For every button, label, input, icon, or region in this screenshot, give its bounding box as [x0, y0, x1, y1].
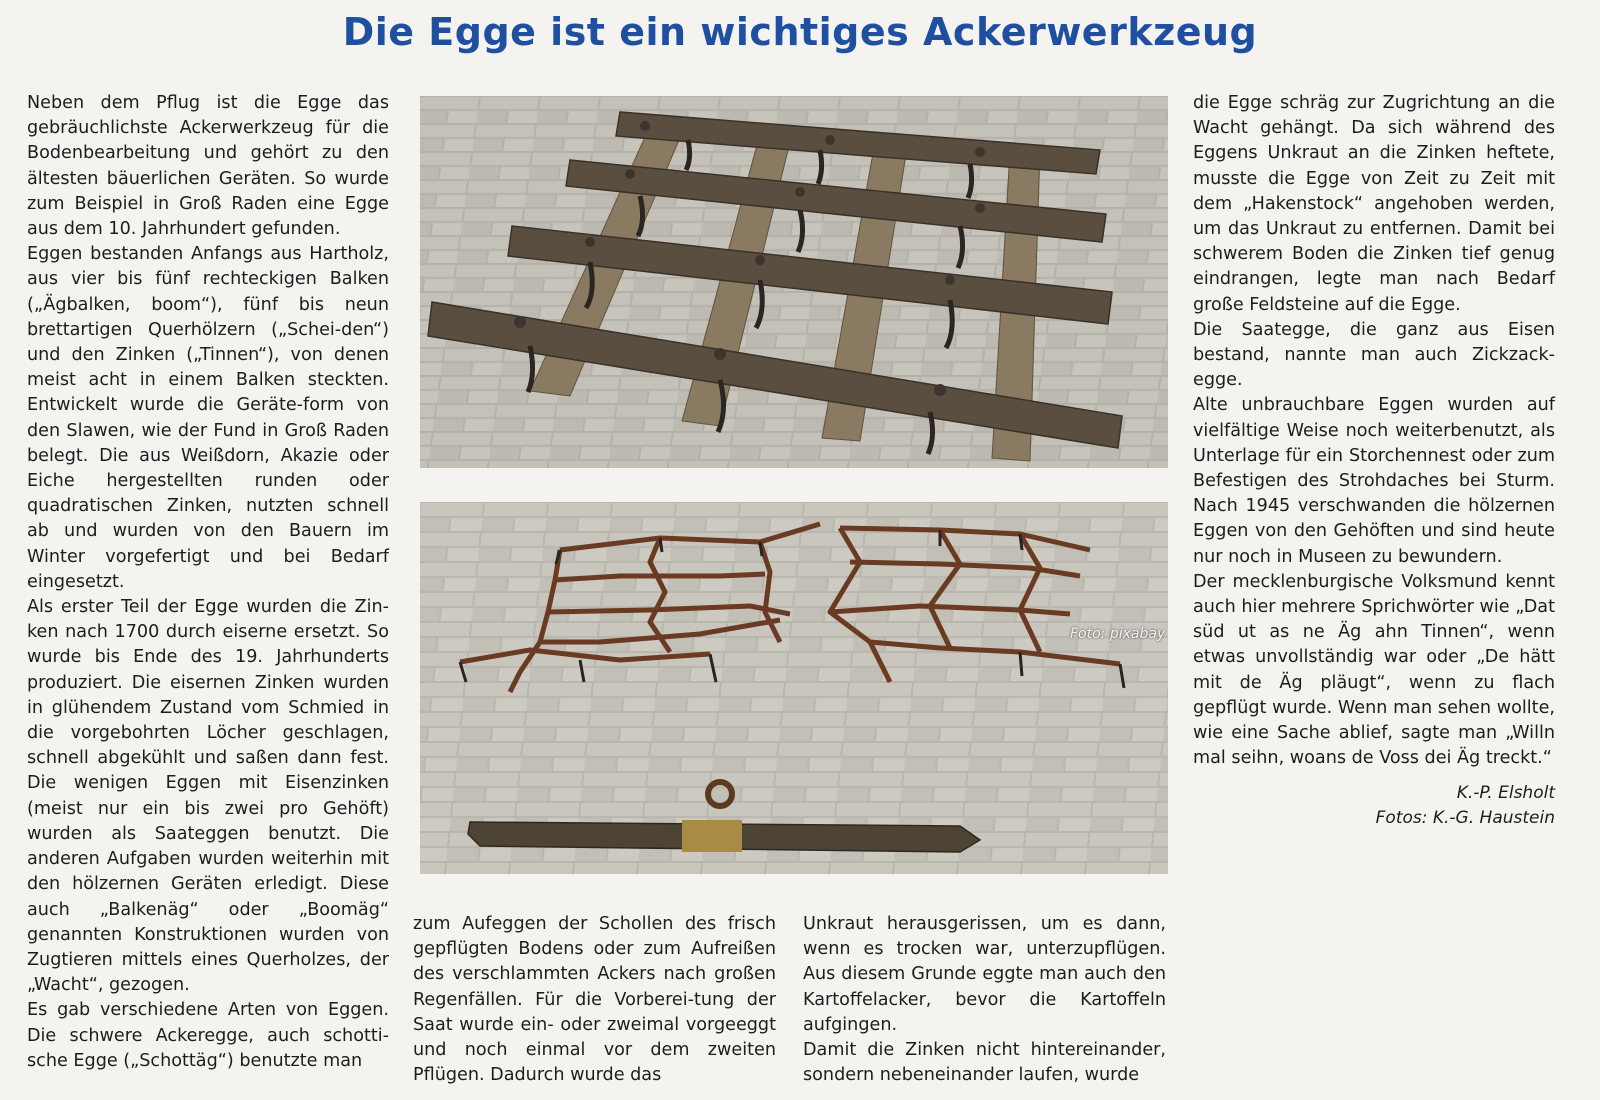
paragraph: Alte unbrauchbare Eggen wurden auf vielfältige Weise noch weiterbenutzt, als Unterlage für ein Storchennest oder zum Befestigen des Strohdaches bei Sturm. Nach 1945 verschwanden die hölzernen Eggen von den Gehöften und sind heute nur noch in Museen zu bewundern. [1193, 395, 1555, 567]
iron-harrows-illustration [420, 502, 1168, 874]
text-column-4 [1193, 91, 1555, 831]
paragraph: Unkraut herausgerissen, um es dann, wenn es trocken war, unterzupflügen. Aus diesem Grunde eggte man auch den Kartoffelacker, bevor die Kartoffeln aufgingen. [803, 914, 1166, 1035]
text-column-1 [27, 91, 389, 1074]
paragraph: Neben dem Pflug ist die Egge das gebräuchlichste Ackerwerkzeug für die Bodenbearbeitung und gehört zu den ältesten bäuerlichen Geräten. So wurde zum Beispiel in Groß Raden eine Egge aus dem 10. Jahrhundert gefunden. [27, 93, 389, 240]
paragraph: zum Aufeggen der Schollen des frisch gepflügten Bodens oder zum Aufreißen des verschlammten Ackers nach großen Regenfällen. Für die Vorberei-tung der Saat wurde ein- oder zweimal vorgeeggt und noch einmal vor dem zweiten Pflügen. Dadurch wurde das [413, 914, 776, 1086]
paragraph: Als erster Teil der Egge wurden die Zin-ken nach 1700 durch eiserne ersetzt. So wurde bis Ende des 19. Jahrhunderts produziert. Die eisernen Zinken wurden in glühendem Zustand vom Schmied in die vorgebohrten Löcher geschlagen, schnell abgekühlt und saßen dann fest. Die wenigen Eggen mit Eisenzinken (meist nur ein bis zwei pro Gehöft) wurden als Saateggen benutzt. Die anderen Aufgaben wurden weiterhin mit den hölzernen Geräten erledigt. Diese auch „Balkenäg“ oder „Boomäg“ genannten Konstruktionen wurden von Zugtieren mittels eines Querholzes, der „Wacht“, gezogen. [27, 597, 389, 996]
photo-credit: Fotos: K.-G. Haustein [1375, 808, 1555, 829]
author-signature: K.-P. Elsholt [1456, 783, 1555, 804]
wooden-harrow-illustration [420, 96, 1168, 468]
paragraph: Die Saategge, die ganz aus Eisen bestand, nannte man auch Zickzack-egge. [1193, 319, 1555, 391]
article-title: Die Egge ist ein wichtiges Ackerwerkzeug [342, 10, 1258, 54]
wooden-harrow-photo [420, 96, 1168, 468]
iron-harrows-photo [420, 502, 1168, 874]
paragraph: Es gab verschiedene Arten von Eggen. Die schwere Ackeregge, auch schotti-sche Egge („Schottäg“) benutzte man [27, 1000, 389, 1071]
text-column-3 [803, 912, 1166, 1088]
paragraph: Der mecklenburgische Volksmund kennt auch hier mehrere Sprichwörter wie „Dat süd ut as ne Äg ahn Tinnen“, wenn etwas unvollständig war oder „De hätt mit de Äg pläugt“, wenn zu flach gepflügt wurde. Wenn man sehen wollte, wie eine Sache ablief, sagte man „Willn mal seihn, woans de Voss dei Äg treckt.“ [1193, 571, 1555, 769]
paragraph: Damit die Zinken nicht hintereinander, sondern nebeneinander laufen, wurde [803, 1040, 1166, 1086]
text-column-2 [413, 912, 776, 1088]
photo-credit-overlay: Foto: pixabay [1070, 626, 1166, 642]
paragraph: Eggen bestanden Anfangs aus Hartholz, aus vier bis fünf rechteckigen Balken („Ägbalken, boom“), fünf bis neun brettartigen Querhölzern („Schei-den“) und den Zinken („Tinnen“), von denen meist acht in einem Balken steckten. Entwickelt wurde die Geräte-form von den Slawen, wie der Fund in Groß Raden belegt. Die aus Weißdorn, Akazie oder Eiche hergestellten runden oder quadratischen Zinken, nutzten schnell ab und wurden von den Bauern im Winter vorgefertigt und bei Bedarf eingesetzt. [27, 244, 389, 592]
paragraph: die Egge schräg zur Zugrichtung an die Wacht gehängt. Da sich während des Eggens Unkraut an die Zinken heftete, musste die Egge von Zeit zu Zeit mit dem „Hakenstock“ angehoben werden, um das Unkraut zu entfernen. Damit bei schwerem Boden die Zinken tief genug eindrangen, legte man nach Bedarf große Feldsteine auf die Egge. [1193, 93, 1555, 315]
